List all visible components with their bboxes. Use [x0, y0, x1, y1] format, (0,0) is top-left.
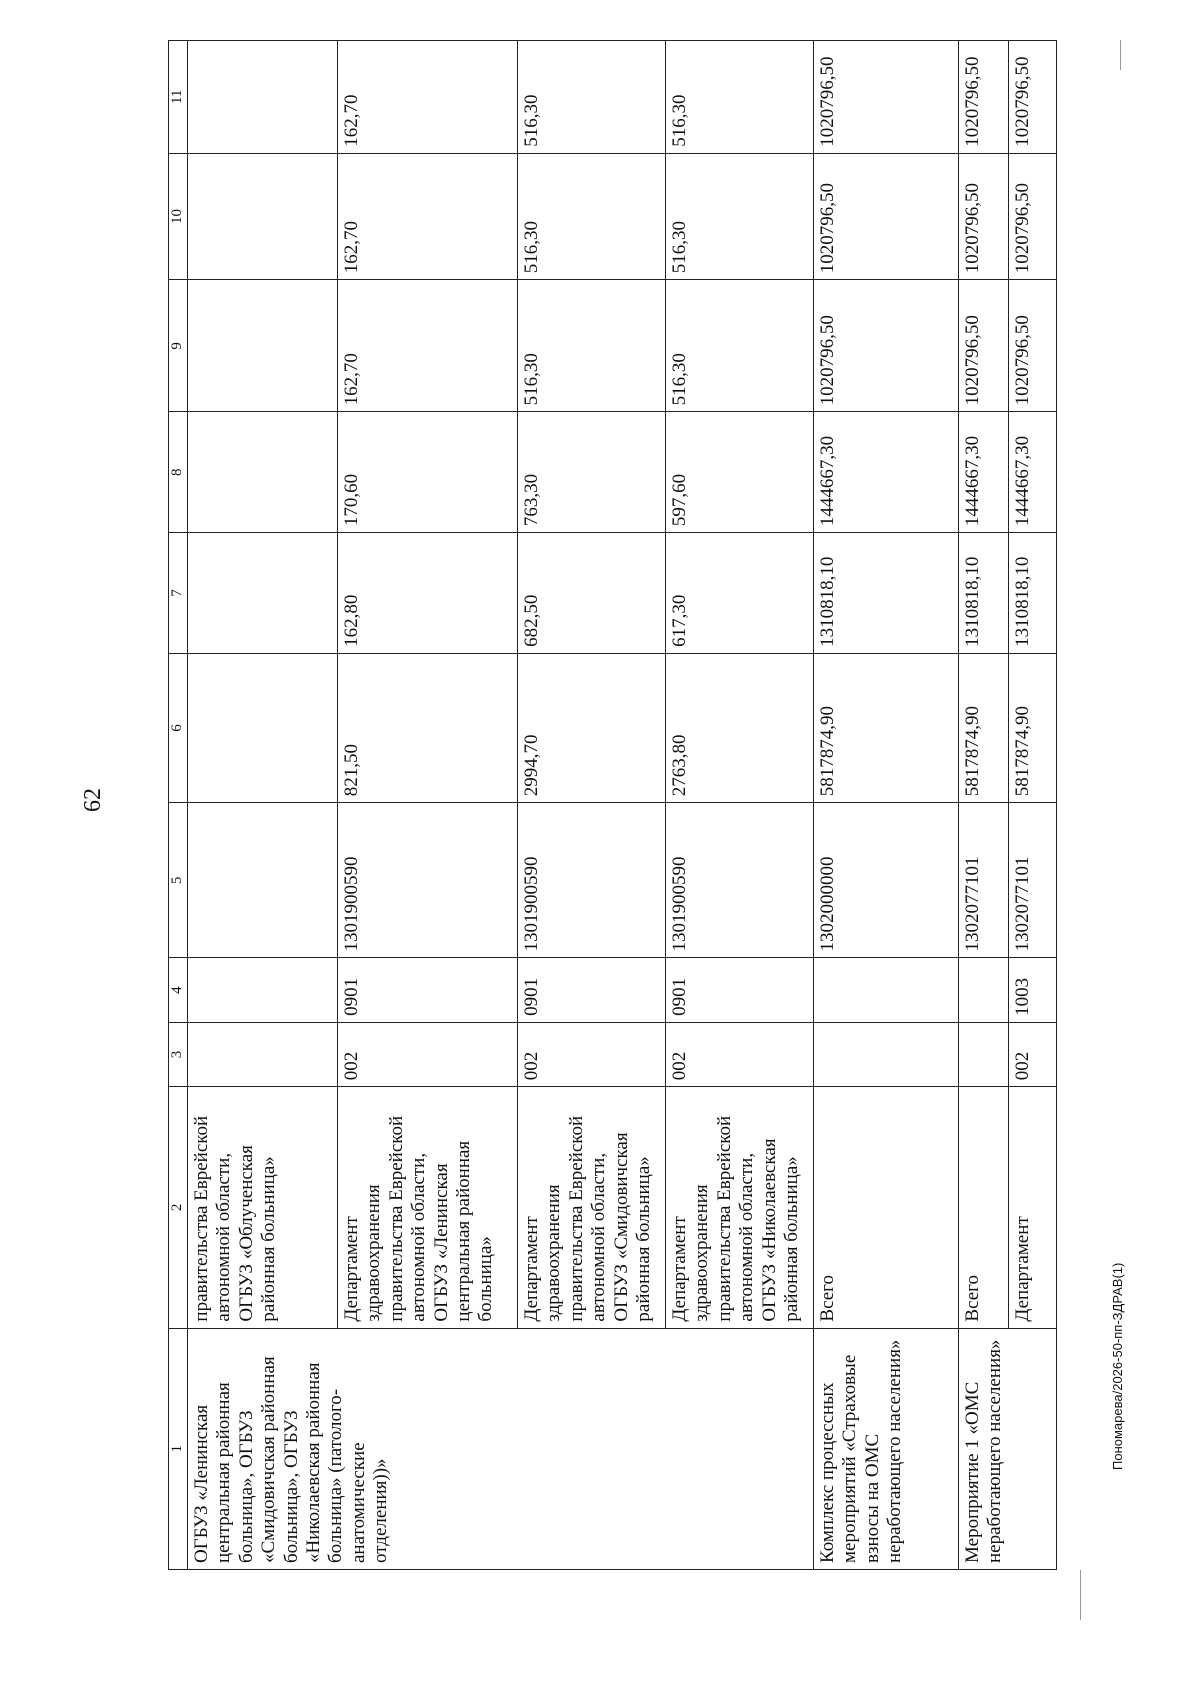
section-cell: 0901 [666, 958, 814, 1022]
table-row [814, 41, 959, 1570]
value-cell: 162,70 [338, 280, 518, 412]
column-header: 1 [169, 1328, 188, 1569]
value-cell [188, 533, 338, 654]
grbs-cell: 002 [666, 1022, 814, 1086]
target-article-cell: 1302000000 [814, 803, 959, 958]
value-cell: 5817874,90 [1009, 653, 1057, 802]
value-cell: 1020796,50 [959, 280, 1009, 412]
section-cell: 0901 [518, 958, 666, 1022]
value-cell: 1444667,30 [959, 412, 1009, 533]
value-cell: 516,30 [666, 41, 814, 154]
program-cell: Мероприятие 1 «ОМС неработающего населения» [959, 1328, 1057, 1569]
value-cell [188, 41, 338, 154]
value-cell: 516,30 [518, 280, 666, 412]
value-cell: 1020796,50 [814, 41, 959, 154]
value-cell [188, 412, 338, 533]
program-cell: ОГБУЗ «Ленинская центральная районная больница», ОГБУЗ «Смидовичская районная больница», ОГБУЗ «Николаевская районная больница» (патолого-анатомические отделения))» [188, 1328, 814, 1569]
value-cell: 1444667,30 [814, 412, 959, 533]
value-cell: 821,50 [338, 653, 518, 802]
section-cell [188, 958, 338, 1022]
target-article-cell: 1302077101 [959, 803, 1009, 958]
target-article-cell: 1301900590 [518, 803, 666, 958]
target-article-cell [188, 803, 338, 958]
column-header: 8 [169, 412, 188, 533]
value-cell: 1310818,10 [814, 533, 959, 654]
value-cell: 5817874,90 [959, 653, 1009, 802]
section-cell [814, 958, 959, 1022]
grbs-cell: 002 [338, 1022, 518, 1086]
column-header: 10 [169, 153, 188, 279]
budget-table [168, 40, 1057, 1570]
value-cell: 1020796,50 [814, 280, 959, 412]
value-cell: 597,60 [666, 412, 814, 533]
table-row [188, 41, 338, 1570]
document-footer-id: Пономарева/2026-50-пп-ЗДРАВ(1) [1110, 1262, 1125, 1470]
grbs-cell [814, 1022, 959, 1086]
target-article-cell: 1301900590 [338, 803, 518, 958]
value-cell: 1020796,50 [1009, 280, 1057, 412]
program-cell: Комплекс процессных мероприятий «Страховые взносы на ОМС неработающего населения» [814, 1328, 959, 1569]
column-header: 6 [169, 653, 188, 802]
value-cell: 516,30 [518, 153, 666, 279]
column-header: 4 [169, 958, 188, 1022]
value-cell: 1444667,30 [1009, 412, 1057, 533]
column-header: 9 [169, 280, 188, 412]
target-article-cell: 1301900590 [666, 803, 814, 958]
grbs-cell [959, 1022, 1009, 1086]
table-header-row [169, 41, 188, 1570]
executor-cell: правительства Еврейской автономной области, ОГБУЗ «Облученская районная больница» [188, 1087, 338, 1328]
value-cell [188, 153, 338, 279]
column-header: 11 [169, 41, 188, 154]
executor-cell: Всего [959, 1087, 1009, 1328]
target-article-cell: 1302077101 [1009, 803, 1057, 958]
value-cell: 1020796,50 [959, 153, 1009, 279]
value-cell: 5817874,90 [814, 653, 959, 802]
scan-mark [1080, 1570, 1081, 1620]
value-cell: 1310818,10 [959, 533, 1009, 654]
column-header: 5 [169, 803, 188, 958]
value-cell: 617,30 [666, 533, 814, 654]
executor-cell: Департамент здравоохранения правительства Еврейской автономной области, ОГБУЗ «Ленинская центральная районная больница» [338, 1087, 518, 1328]
value-cell: 1310818,10 [1009, 533, 1057, 654]
grbs-cell [188, 1022, 338, 1086]
value-cell: 2994,70 [518, 653, 666, 802]
value-cell [188, 653, 338, 802]
table-row [959, 41, 1009, 1570]
value-cell [188, 280, 338, 412]
column-header: 2 [169, 1087, 188, 1328]
page-number: 62 [80, 788, 106, 812]
section-cell: 0901 [338, 958, 518, 1022]
grbs-cell: 002 [1009, 1022, 1057, 1086]
value-cell: 763,30 [518, 412, 666, 533]
grbs-cell: 002 [518, 1022, 666, 1086]
column-header: 3 [169, 1022, 188, 1086]
value-cell: 162,70 [338, 41, 518, 154]
value-cell: 2763,80 [666, 653, 814, 802]
executor-cell: Всего [814, 1087, 959, 1328]
executor-cell: Департамент здравоохранения правительства Еврейской автономной области, ОГБУЗ «Николаевская районная больница» [666, 1087, 814, 1328]
value-cell: 1020796,50 [814, 153, 959, 279]
budget-table-container [168, 40, 1057, 1570]
value-cell: 1020796,50 [959, 41, 1009, 154]
executor-cell: Департамент [1009, 1087, 1057, 1328]
value-cell: 162,80 [338, 533, 518, 654]
value-cell: 1020796,50 [1009, 153, 1057, 279]
value-cell: 682,50 [518, 533, 666, 654]
section-cell [959, 958, 1009, 1022]
section-cell: 1003 [1009, 958, 1057, 1022]
scan-mark [1120, 40, 1121, 70]
column-header: 7 [169, 533, 188, 654]
value-cell: 516,30 [666, 280, 814, 412]
executor-cell: Департамент здравоохранения правительства Еврейской автономной области, ОГБУЗ «Смидовичская районная больница» [518, 1087, 666, 1328]
value-cell: 170,60 [338, 412, 518, 533]
value-cell: 516,30 [666, 153, 814, 279]
value-cell: 516,30 [518, 41, 666, 154]
value-cell: 1020796,50 [1009, 41, 1057, 154]
value-cell: 162,70 [338, 153, 518, 279]
